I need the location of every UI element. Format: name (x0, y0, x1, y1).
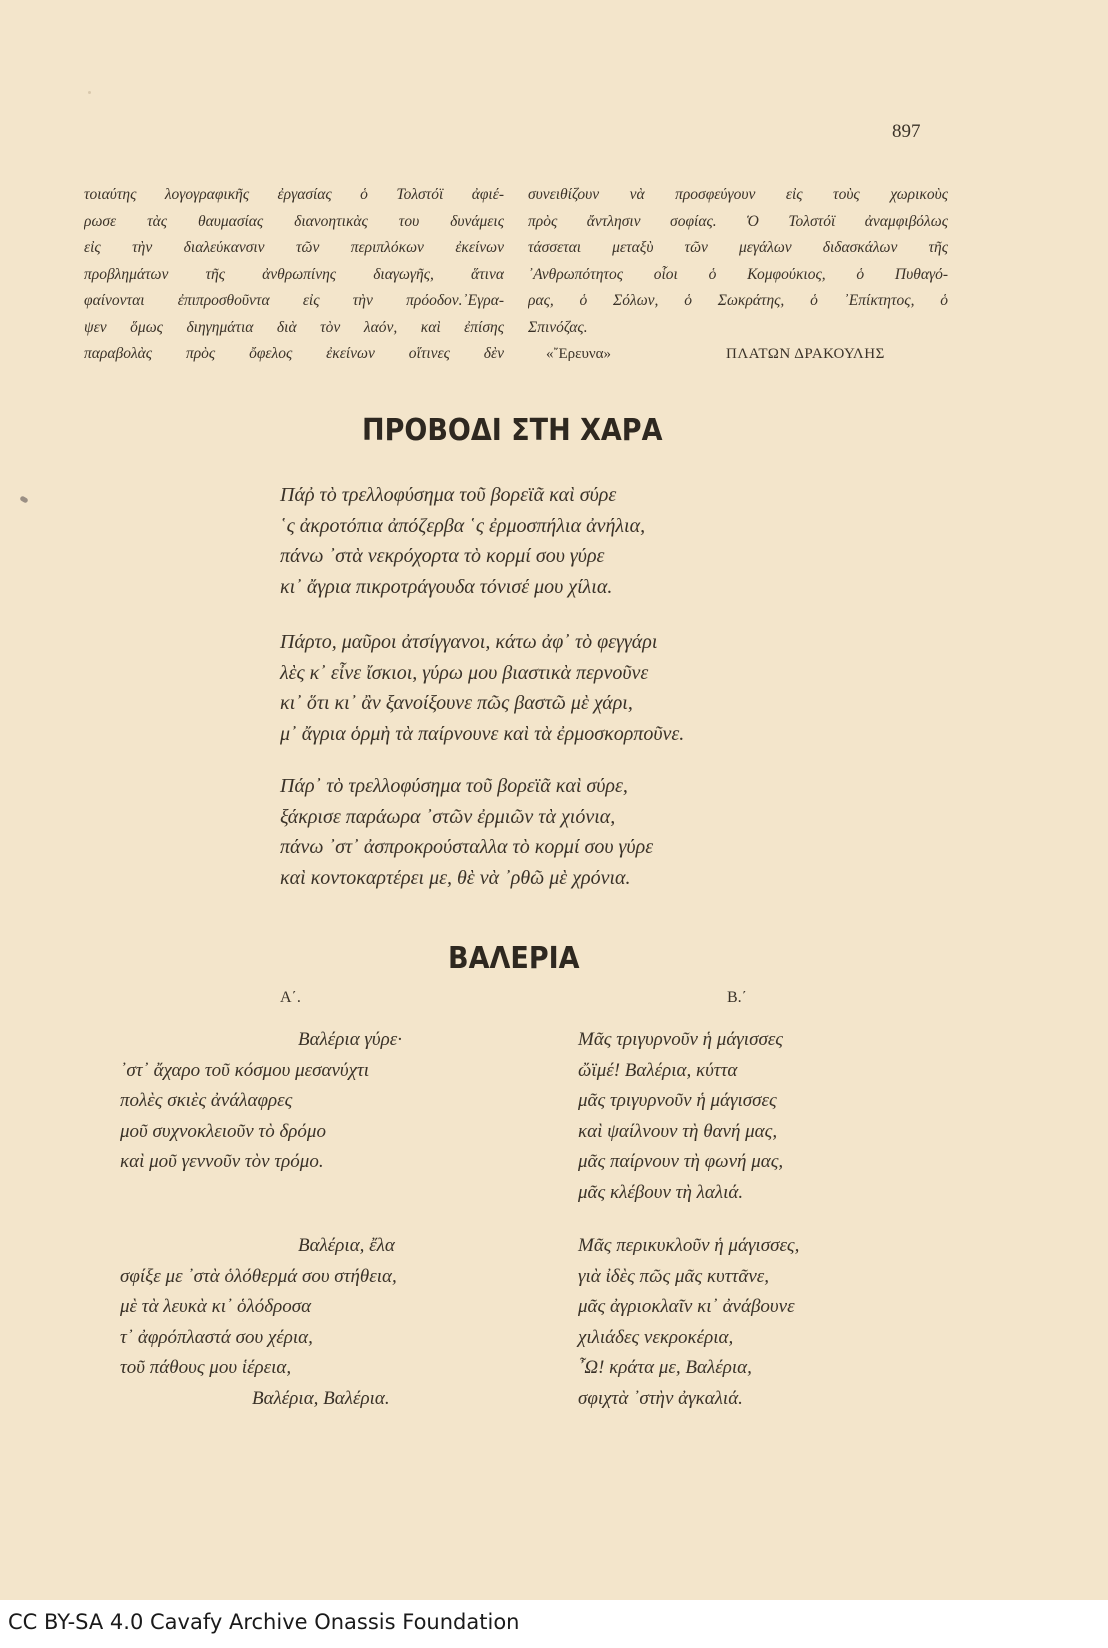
prose-line: τοιαύτης λογογραφικῆς ἐργασίας ὁ Τολστόϊ ἀφιέ- (84, 186, 504, 203)
license-footer (0, 1600, 1108, 1648)
verse-line: μ᾿ ἄγρια ὁρμὴ τὰ παίρνουνε καὶ τὰ ἐρμοσκορποῦνε. (280, 722, 685, 745)
paper-smudge (19, 495, 28, 503)
poem-part-b1 (578, 1025, 783, 1208)
page-number: 897 (892, 121, 921, 142)
verse-line: Βαλέρια, Βαλέρια. (252, 1387, 390, 1409)
poem-title: ΒΑΛΕΡΙΑ (448, 941, 580, 976)
verse-line: Πάρτο, μαῦροι ἀτσίγγανοι, κάτω ἀφ᾿ τὸ φεγγάρι (280, 631, 658, 653)
prose-line: ρας, ὁ Σόλων, ὁ Σωκράτης, ὁ ᾿Επίκτητος, ὁ (528, 292, 948, 309)
prose-line: παραβολὰς πρὸς ὄφελος ἐκείνων οἵτινες δὲν (84, 345, 504, 362)
verse-line: Μᾶς περικυκλοῦν ἡ μάγισσες, (578, 1235, 800, 1256)
verse-line: Μᾶς τριγυρνοῦν ἡ μάγισσες (578, 1029, 784, 1050)
verse-line: κι᾿ ὅτι κι᾿ ἂν ξανοίξουνε πῶς βαστῶ μὲ χάρι, (280, 692, 633, 714)
prose-line: ψεν ὅμως διηγημάτια διὰ τὸν λαόν, καὶ ἐπίσης (84, 318, 504, 336)
verse-line: ᾿στ᾿ ἄχαρο τοῦ κόσμου μεσανύχτι (120, 1059, 370, 1081)
verse-line: τ᾿ ἀφρόπλαστά σου χέρια, (120, 1326, 313, 1348)
prose-right-column (528, 182, 948, 341)
verse-line: μᾶς κλέβουν τὴ λαλιά. (578, 1181, 744, 1203)
prose-line: πρὸς ἄντλησιν σοφίας. Ὁ Τολστόϊ ἀναμφιβόλως (528, 212, 948, 230)
verse-line: ῾ς ἀκροτόπια ἀπόζερβα ῾ς ἐρμοσπήλια ἀνήλια, (280, 514, 646, 537)
prose-line: συνειθίζουν νὰ προσφεύγουν εἰς τοὺς χωρικοὺς (528, 186, 948, 203)
verse-line: λὲς κ᾿ εἶνε ἴσκιοι, γύρω μου βιαστικὰ περνοῦνε (280, 661, 649, 684)
verse-line: πάνω ᾿στὰ νεκρόχορτα τὸ κορμί σου γύρε (280, 545, 605, 567)
verse-line: Πάρ᾿ τὸ τρελλοφύσημα τοῦ βορεϊᾶ καὶ σύρε, (280, 775, 628, 797)
verse-line: κι᾿ ἄγρια πικροτράγουδα τόνισέ μου χίλια. (280, 575, 613, 598)
license-text: CC BY-SA 4.0 Cavafy Archive Onassis Foundation (8, 1610, 520, 1634)
prose-line: εἰς τὴν διαλεύκανσιν τῶν περιπλόκων ἐκείνων (84, 239, 504, 256)
verse-line: μᾶς παίρνουν τὴ φωνή μας, (578, 1151, 784, 1172)
prose-line: φαίνονται ἐπιπροσθοῦντα εἰς τὴν πρόοδον.᾿Εγρα- (84, 292, 504, 309)
poem-stanza (280, 771, 653, 893)
verse-line: πάνω ᾿στ᾿ ἀσπροκρούσταλλα τὸ κορμί σου γύρε (280, 836, 654, 858)
verse-line: χιλιάδες νεκροκέρια, (578, 1326, 734, 1348)
verse-line: σφιχτὰ ᾿στὴν ἀγκαλιά. (578, 1387, 743, 1409)
verse-line: Βαλέρια, ἔλα (298, 1235, 395, 1256)
verse-line: μὲ τὰ λευκὰ κι᾿ ὁλόδροσα (120, 1296, 312, 1317)
section-label-b: Β.΄ (727, 989, 747, 1006)
verse-line: ξάκρισε παράωρα ᾿στῶν ἐρμιῶν τὰ χιόνια, (280, 805, 616, 828)
verse-line: μᾶς ἀγριοκλαῖν κι᾿ ἀνάβουνε (578, 1296, 795, 1317)
prose-line: προβλημάτων τῆς ἀνθρωπίνης διαγωγῆς, ἅτινα (84, 265, 504, 283)
verse-line: Πάῤ τὸ τρελλοφύσημα τοῦ βορεϊᾶ καὶ σύρε (280, 484, 617, 506)
prose-line: τάσσεται μεταξὺ τῶν μεγάλων διδασκάλων τῆς (528, 239, 948, 256)
poem-stanza (280, 627, 684, 749)
prose-line: ᾿Ανθρωπότητος οἷοι ὁ Κομφούκιος, ὁ Πυθαγό- (528, 265, 948, 283)
verse-line: καὶ ψαίλνουν τὴ θανή μας, (578, 1120, 778, 1142)
verse-line: γιὰ ἰδὲς πῶς μᾶς κυττᾶνε, (578, 1265, 769, 1287)
verse-line: σφίξε με ᾿στὰ ὁλόθερμά σου στήθεια, (120, 1265, 397, 1287)
verse-line: ὤϊμέ! Βαλέρια, κύττα (578, 1059, 738, 1081)
verse-line: πολὲς σκιὲς ἀνάλαφρες (120, 1090, 293, 1111)
verse-line: μοῦ συχνοκλειοῦν τὸ δρόμο (120, 1120, 326, 1142)
signature-source: «῎Ερευνα» (546, 346, 612, 362)
verse-line: καὶ μοῦ γεννοῦν τὸν τρόμο. (120, 1151, 324, 1172)
verse-line: ῏Ω! κράτα με, Βαλέρια, (578, 1357, 752, 1378)
poem-title: ΠΡΟΒΟΔΙ ΣΤΗ ΧΑΡΑ (362, 413, 663, 448)
poem-stanza (280, 480, 645, 602)
verse-line: τοῦ πάθους μου ἱέρεια, (120, 1357, 292, 1378)
section-label-a: Α΄. (280, 989, 301, 1006)
poem-part-b2 (578, 1231, 799, 1414)
paper-speck (88, 91, 91, 94)
prose-line: ρωσε τὰς θαυμασίας διανοητικὰς του δυνάμεις (84, 212, 504, 230)
prose-left-column (84, 182, 504, 368)
verse-line: μᾶς τριγυρνοῦν ἡ μάγισσες (578, 1090, 777, 1111)
verse-line: Βαλέρια γύρε· (298, 1029, 402, 1050)
prose-line: Σπινόζας. (528, 318, 588, 336)
verse-line: καὶ κοντοκαρτέρει με, θὲ νὰ ᾿ρθῶ μὲ χρόνια. (280, 866, 631, 889)
signature-author: ΠΛΑΤΩΝ ΔΡΑΚΟΥΛΗΣ (726, 346, 885, 362)
poem-part-a2 (120, 1231, 397, 1414)
poem-part-a1 (120, 1025, 402, 1178)
